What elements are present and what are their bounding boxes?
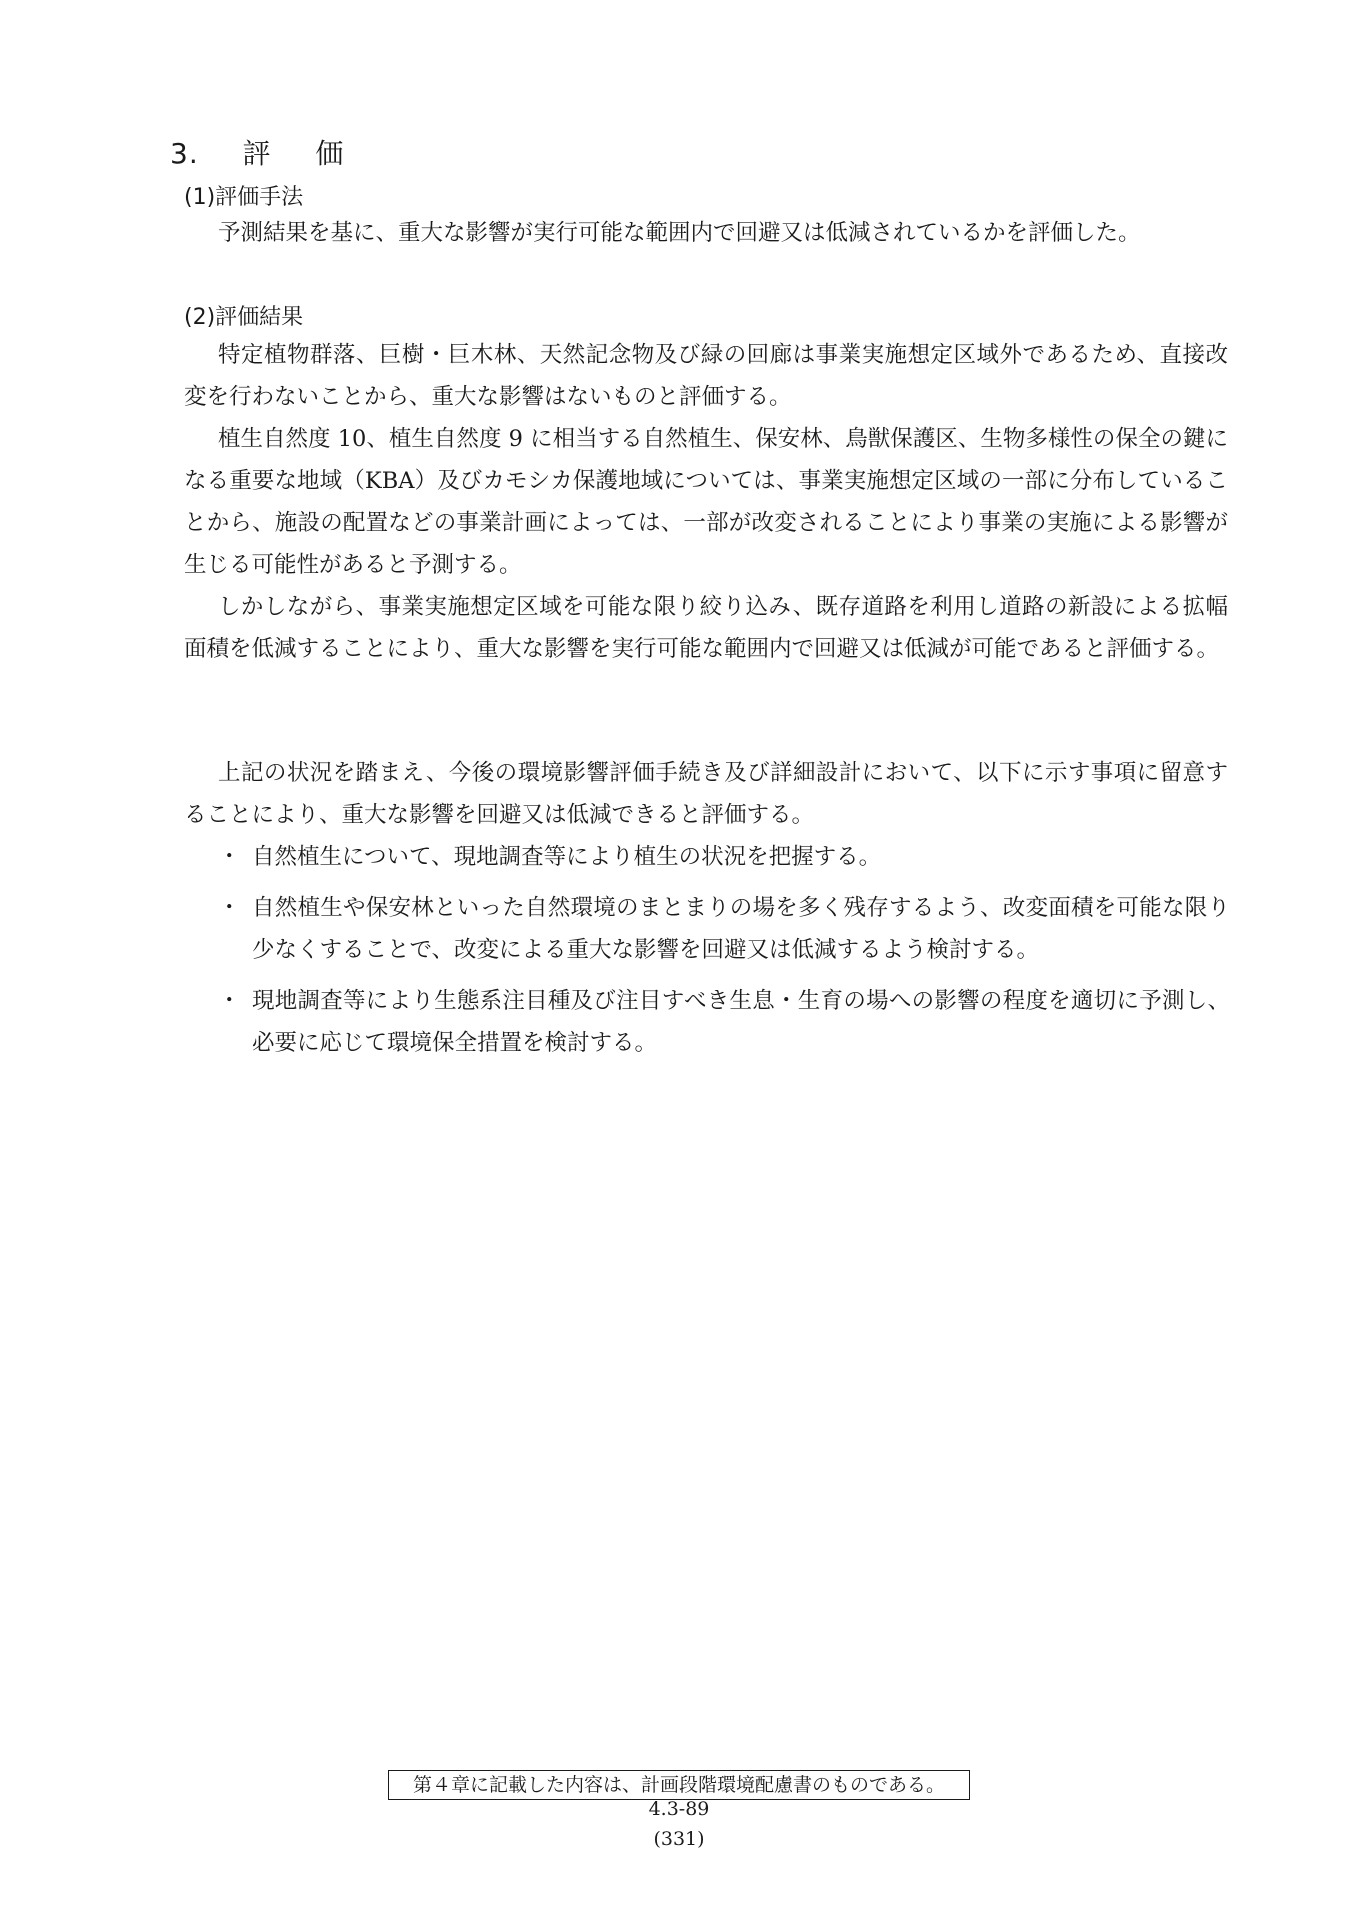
conclusion-text: 上記の状況を踏まえ、今後の環境影響評価手続き及び詳細設計において、以下に示す事項に留意することにより、重大な影響を回避又は低減できると評価する。 xyxy=(184,760,1228,828)
results-heading: (2)評価結果 xyxy=(184,305,304,330)
section-title xyxy=(170,132,344,172)
section-number: 3. xyxy=(170,137,199,170)
bullet-mark: ・ xyxy=(218,988,241,1014)
method-heading: (1)評価手法 xyxy=(184,185,304,210)
page-sub-number: (331) xyxy=(653,1828,705,1850)
list-item xyxy=(218,887,1230,971)
list-item xyxy=(218,980,1230,1064)
footer-note: 第４章に記載した内容は、計画段階環境配慮書のものである。 xyxy=(388,1770,970,1800)
list-item-text: 自然植生や保安林といった自然環境のまとまりの場を多く残存するよう、改変面積を可能な限り少なくすることで、改変による重大な影響を回避又は低減するよう検討する。 xyxy=(252,895,1230,963)
method-text: 予測結果を基に、重大な影響が実行可能な範囲内で回避又は低減されているかを評価した。 xyxy=(218,220,1141,246)
list-item xyxy=(218,836,1230,878)
bullet-mark: ・ xyxy=(218,844,241,870)
list-item-text: 自然植生について、現地調査等により植生の状況を把握する。 xyxy=(252,844,882,870)
results-paragraph-2: 植生自然度 10、植生自然度 9 に相当する自然植生、保安林、鳥獣保護区、生物多様性の保全の鍵になる重要な地域（KBA）及びカモシカ保護地域については、事業実施想定区域の一部に分布していることから、施設の配置などの事業計画によっては、一部が改変されることにより事業の実施による影響が生じる可能性があると予測する。 xyxy=(184,426,1228,578)
results-paragraph-1: 特定植物群落、巨樹・巨木林、天然記念物及び緑の回廊は事業実施想定区域外であるため、直接改変を行わないことから、重大な影響はないものと評価する。 xyxy=(184,342,1228,410)
measures-list xyxy=(218,836,1230,1073)
page-number: 4.3-89 xyxy=(648,1798,710,1820)
results-paragraph-3: しかしながら、事業実施想定区域を可能な限り絞り込み、既存道路を利用し道路の新設による拡幅面積を低減することにより、重大な影響を実行可能な範囲内で回避又は低減が可能であると評価する。 xyxy=(184,594,1228,662)
bullet-mark: ・ xyxy=(218,895,241,921)
list-item-text: 現地調査等により生態系注目種及び注目すべき生息・生育の場への影響の程度を適切に予測し、必要に応じて環境保全措置を検討する。 xyxy=(252,988,1230,1056)
section-title-char-2: 価 xyxy=(315,137,345,170)
section-title-char-1: 評 xyxy=(242,137,272,170)
